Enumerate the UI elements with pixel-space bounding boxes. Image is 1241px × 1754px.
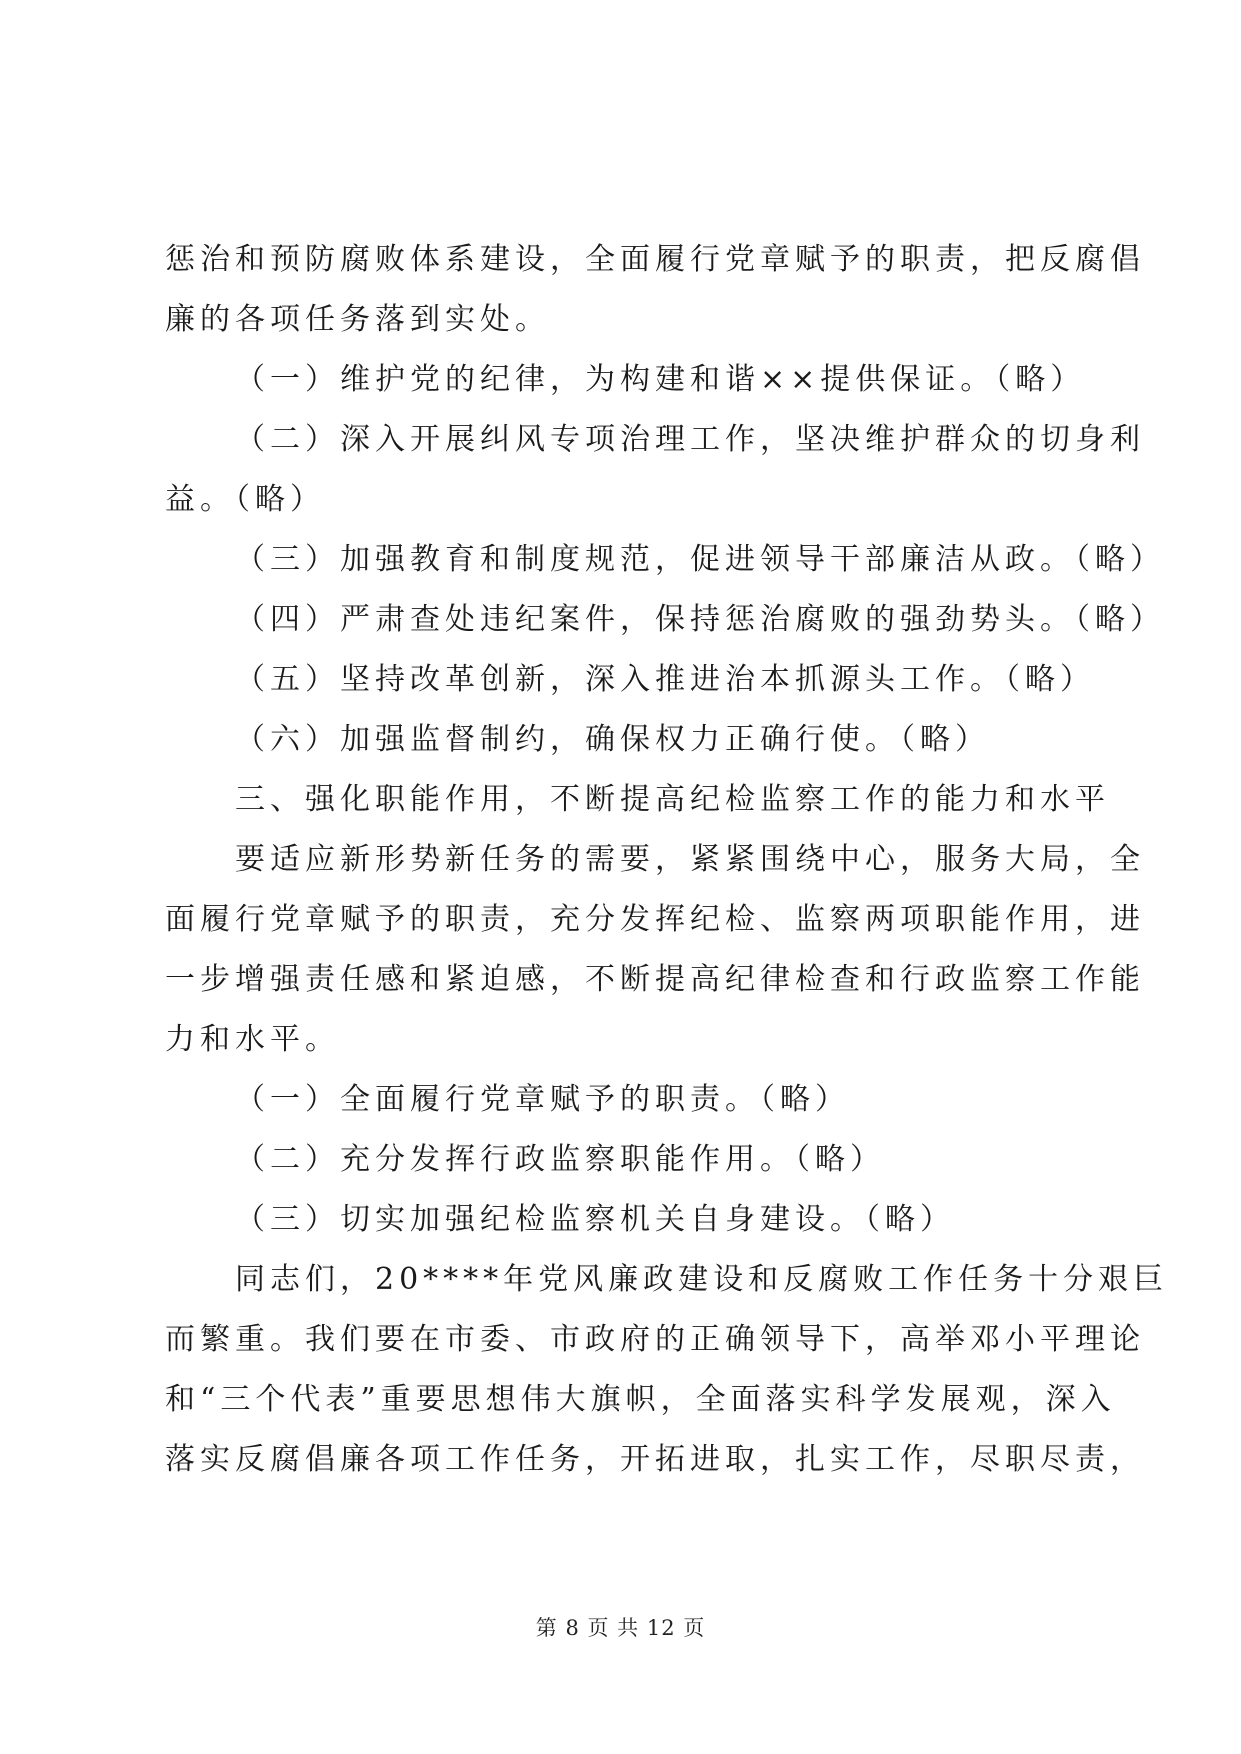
paragraph-start: 同志们，20****年党风廉政建设和反腐败工作任务十分艰巨	[235, 1262, 1169, 1297]
text-line: 面履行党章赋予的职责，充分发挥纪检、监察两项职能作用，进	[165, 902, 1145, 937]
list-item: （二）充分发挥行政监察职能作用。（略）	[235, 1142, 885, 1177]
list-item: （四）严肃查处违纪案件，保持惩治腐败的强劲势头。（略）	[235, 602, 1165, 637]
text-line: 落实反腐倡廉各项工作任务，开拓进取，扎实工作，尽职尽责，	[165, 1442, 1145, 1477]
text-line: 和“三个代表”重要思想伟大旗帜，全面落实科学发展观，深入	[165, 1382, 1116, 1417]
text-line: 惩治和预防腐败体系建设，全面履行党章赋予的职责，把反腐倡	[165, 242, 1145, 277]
list-item: （六）加强监督制约，确保权力正确行使。（略）	[235, 722, 990, 757]
list-item: （三）切实加强纪检监察机关自身建设。（略）	[235, 1202, 955, 1237]
paragraph-start: 要适应新形势新任务的需要，紧紧围绕中心，服务大局，全	[235, 842, 1145, 877]
list-item: （二）深入开展纠风专项治理工作，坚决维护群众的切身利	[235, 422, 1145, 457]
text-line: 益。（略）	[165, 482, 325, 517]
document-body	[165, 230, 1169, 1490]
list-item: （一）全面履行党章赋予的职责。（略）	[235, 1082, 850, 1117]
text-line: 而繁重。我们要在市委、市政府的正确领导下，高举邓小平理论	[165, 1322, 1145, 1357]
list-item: （五）坚持改革创新，深入推进治本抓源头工作。（略）	[235, 662, 1095, 697]
text-line: 一步增强责任感和紧迫感，不断提高纪律检查和行政监察工作能	[165, 962, 1145, 997]
text-line: 力和水平。	[165, 1022, 340, 1057]
list-item: （一）维护党的纪律，为构建和谐××提供保证。（略）	[235, 362, 1086, 397]
text-line: 廉的各项任务落到实处。	[165, 302, 550, 337]
section-heading: 三、强化职能作用，不断提高纪检监察工作的能力和水平	[235, 782, 1110, 817]
list-item: （三）加强教育和制度规范，促进领导干部廉洁从政。（略）	[235, 542, 1165, 577]
page-number-footer: 第 8 页 共 12 页	[535, 1616, 706, 1640]
